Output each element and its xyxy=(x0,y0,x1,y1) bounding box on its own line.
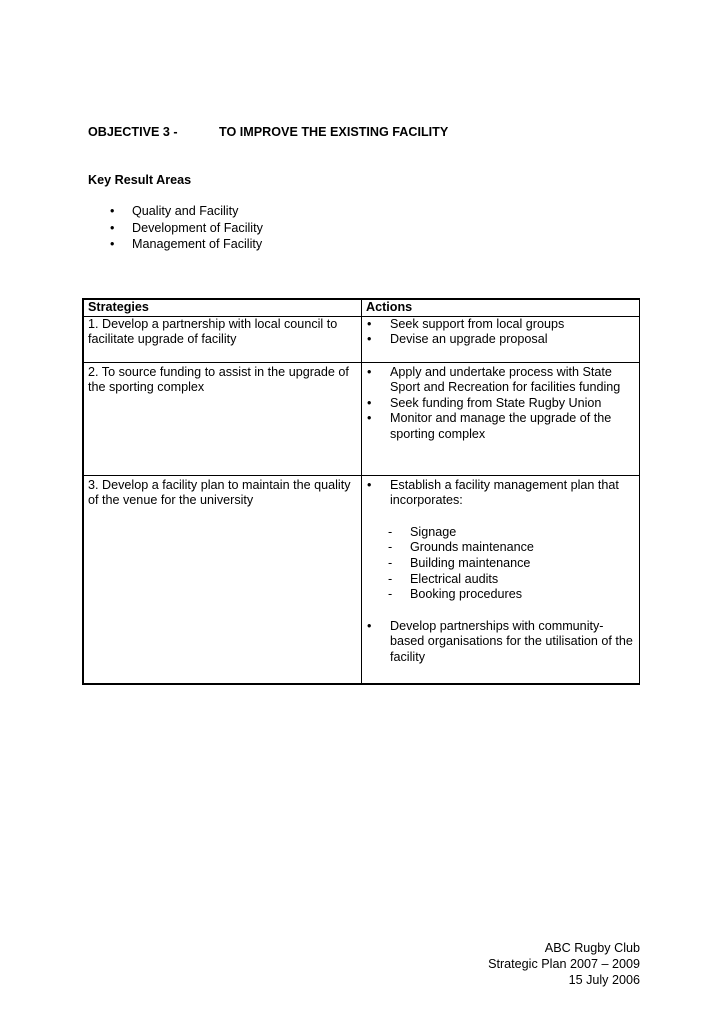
key-result-areas-heading: Key Result Areas xyxy=(88,173,192,187)
strategy-cell: 1. Develop a partnership with local council to facilitate upgrade of facility xyxy=(83,316,362,362)
table-row xyxy=(83,362,640,475)
bullet-icon: • xyxy=(110,220,115,235)
bullet-icon: • xyxy=(367,316,372,331)
strategies-header: Strategies xyxy=(83,299,362,316)
bullet-icon: • xyxy=(367,395,372,410)
actions-cell xyxy=(362,362,640,475)
strategy-cell: 2. To source funding to assist in the upgrade of the sporting complex xyxy=(83,362,362,475)
list-item: - Electrical audits xyxy=(388,571,499,586)
list-item: • Seek funding from State Rugby Union xyxy=(367,395,602,410)
actions-cell xyxy=(362,475,640,684)
bullet-icon: • xyxy=(367,411,372,426)
bullet-icon: • xyxy=(367,618,372,633)
footer xyxy=(488,940,640,988)
table-row xyxy=(83,475,640,684)
list-item: - Grounds maintenance xyxy=(388,540,534,555)
list-item: • Management of Facility xyxy=(110,237,263,251)
bullet-icon: • xyxy=(110,204,115,218)
list-item: • Apply and undertake process with State Sport and Recreation for facilities funding xyxy=(367,364,621,395)
bullet-icon: • xyxy=(110,237,115,251)
dash-icon: - xyxy=(388,540,393,555)
dash-icon: - xyxy=(388,524,393,539)
dash-icon: - xyxy=(388,571,393,586)
bullet-icon: • xyxy=(367,332,372,347)
list-item: • Develop partnerships with community-based organisations for the utilisation of the facility xyxy=(367,618,633,664)
list-item: • Development of Facility xyxy=(110,220,263,235)
table-row xyxy=(83,316,640,362)
dash-icon: - xyxy=(388,587,393,602)
actions-cell xyxy=(362,316,640,362)
footer-plan: Strategic Plan 2007 – 2009 xyxy=(488,957,640,971)
objective-number: OBJECTIVE 3 - xyxy=(88,125,178,139)
list-item: • Establish a facility management plan that incorporates: xyxy=(367,477,619,508)
table-header-row xyxy=(83,299,640,316)
bullet-icon: • xyxy=(367,477,372,492)
key-result-areas-list xyxy=(88,204,263,254)
list-item: • Seek support from local groups xyxy=(367,316,565,331)
strategies-table xyxy=(82,298,640,685)
list-item: - Building maintenance xyxy=(388,555,531,570)
dash-icon: - xyxy=(388,555,393,570)
list-item: - Signage xyxy=(388,524,457,539)
list-item: • Devise an upgrade proposal xyxy=(367,332,548,347)
list-item: - Booking procedures xyxy=(388,587,523,602)
list-item: • Monitor and manage the upgrade of the sporting complex xyxy=(367,411,612,441)
objective-heading xyxy=(88,125,448,141)
footer-date: 15 July 2006 xyxy=(568,973,640,987)
facility-plan-sublist xyxy=(366,525,635,603)
footer-org: ABC Rugby Club xyxy=(544,941,640,955)
objective-title: TO IMPROVE THE EXISTING FACILITY xyxy=(219,125,449,139)
actions-header: Actions xyxy=(362,299,640,316)
list-item: • Quality and Facility xyxy=(110,204,239,218)
strategy-cell: 3. Develop a facility plan to maintain the quality of the venue for the university xyxy=(83,475,362,684)
bullet-icon: • xyxy=(367,364,372,379)
